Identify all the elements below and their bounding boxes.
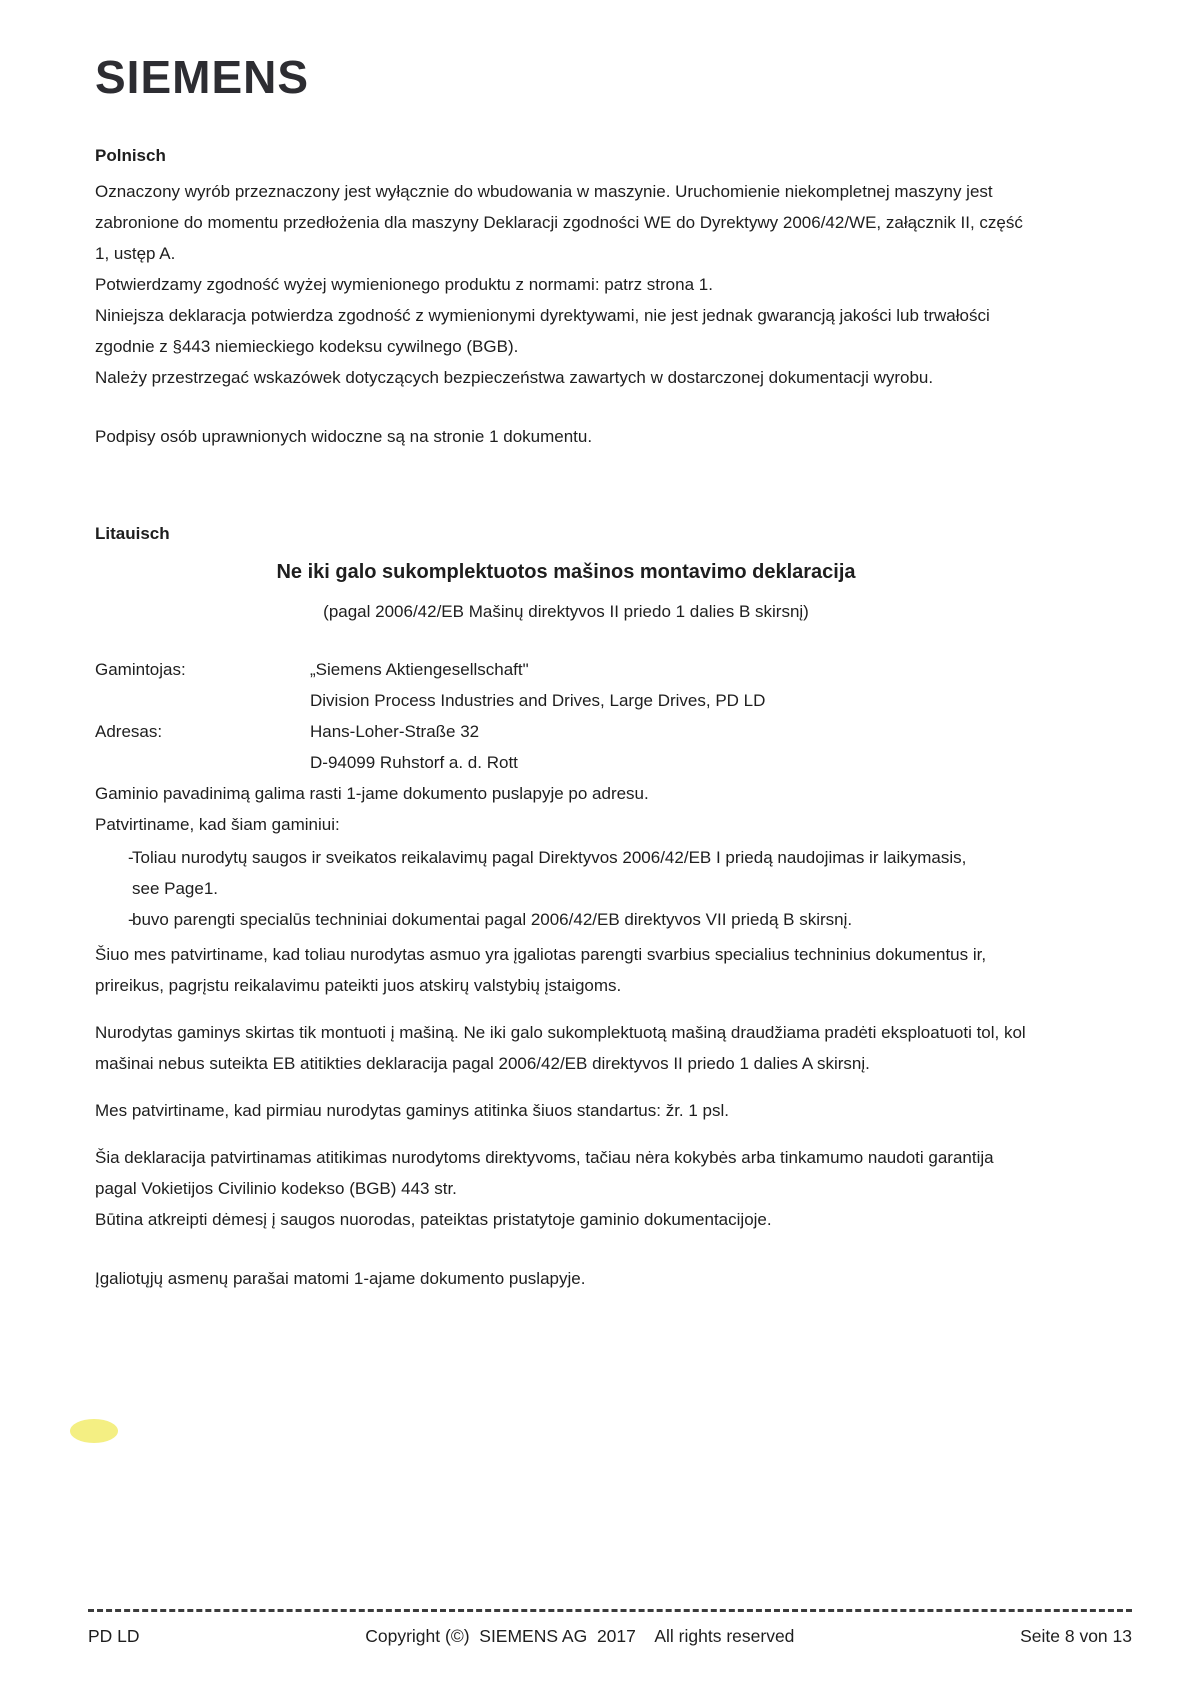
bullet-text: buvo parengti specialūs techniniai dokumentai pagal 2006/42/EB direktyvos VII priedą B skirsnį. [132,910,853,929]
footer-center: Copyright (©) SIEMENS AG 2017 All rights reserved [365,1626,795,1646]
section-polnisch [95,146,1037,452]
footer [88,1609,1132,1647]
bullet-text: Toliau nurodytų saugos ir sveikatos reikalavimų pagal Direktyvos 2006/42/EB I priedą naudojimas ir laikymasis, see Page1. [132,848,967,898]
field-value: Division Process Industries and Drives, Large Drives, PD LD [310,691,766,710]
field-row [95,654,1037,685]
bullet-item [95,904,1037,935]
paragraph: Podpisy osób uprawnionych widoczne są na stronie 1 dokumentu. [95,427,593,446]
paragraph: Potwierdzamy zgodność wyżej wymienionego produktu z normami: patrz strona 1. [95,275,713,294]
field-row [95,716,1037,747]
section-heading-polnisch: Polnisch [95,146,166,165]
bullet-item [95,842,1037,904]
dash-marker: - [128,910,134,929]
yellow-highlight-mark [70,1419,118,1443]
document-content [95,50,1037,1294]
paragraph: Įgaliotųjų asmenų parašai matomi 1-ajame dokumento puslapyje. [95,1269,586,1288]
field-label [95,685,310,716]
manufacturer-fields [95,654,1037,778]
paragraph: Należy przestrzegać wskazówek dotyczących bezpieczeństwa zawartych w dostarczonej dokumentacji wyrobu. [95,368,934,387]
bullet-list [95,842,1037,935]
field-label [95,747,310,778]
field-value: Hans-Loher-Straße 32 [310,722,480,741]
paragraph: Šia deklaracija patvirtinamas atitikimas nurodytoms direktyvoms, tačiau nėra kokybės arba tinkamumo naudoti garantija pagal Vokietijos Civilinio kodekso (BGB) 443 str. [95,1148,994,1198]
section-heading-litauisch: Litauisch [95,524,170,543]
paragraph: Oznaczony wyrób przeznaczony jest wyłącznie do wbudowania w maszynie. Uruchomienie niekompletnej maszyny jest zabronione do momentu przedłożenia dla maszyny Deklaracji zgodności WE do Dyrektywy 2006/42/WE, załącznik II, część 1, ustęp A. [95,182,1023,263]
footer-left: PD LD [88,1626,140,1646]
document-title: Ne iki galo sukomplektuotos mašinos montavimo deklaracija [276,561,856,583]
paragraph: Niniejsza deklaracja potwierdza zgodność z wymienionymi dyrektywami, nie jest jednak gwarancją jakości lub trwałości zgodnie z §443 niemieckiego kodeksu cywilnego (BGB). [95,306,990,356]
field-value: „Siemens Aktiengesellschaft" [310,660,529,679]
paragraph: Būtina atkreipti dėmesį į saugos nuorodas, pateiktas pristatytoje gaminio dokumentacijoje. [95,1210,772,1229]
document-subtitle: (pagal 2006/42/EB Mašinų direktyvos II priedo 1 dalies B skirsnį) [323,602,809,621]
field-row [95,747,1037,778]
field-row [95,685,1037,716]
paragraph: Patvirtiname, kad šiam gaminiui: [95,815,340,834]
section-litauisch [95,524,1037,1294]
paragraph: Gaminio pavadinimą galima rasti 1-jame dokumento puslapyje po adresu. [95,784,649,803]
field-label: Adresas: [95,722,163,741]
siemens-logo: SIEMENS [95,51,310,103]
paragraph: Nurodytas gaminys skirtas tik montuoti į mašiną. Ne iki galo sukomplektuotą mašiną draudžiama pradėti eksploatuoti tol, kol mašinai nebus suteikta EB atitikties deklaracija pagal 2006/42/EB direktyvos II priedo 1 dalies A skirsnį. [95,1023,1026,1073]
field-value: D-94099 Ruhstorf a. d. Rott [310,753,518,772]
footer-right: Seite 8 von 13 [1020,1626,1132,1646]
paragraph: Šiuo mes patvirtiname, kad toliau nurodytas asmuo yra įgaliotas parengti svarbius specialius techninius dokumentus ir, prireikus, pagrįstu reikalavimu pateikti juos atskirų valstybių įstaigoms. [95,945,987,995]
dash-marker: - [128,848,134,867]
field-label: Gamintojas: [95,660,186,679]
paragraph: Mes patvirtiname, kad pirmiau nurodytas gaminys atitinka šiuos standartus: žr. 1 psl. [95,1101,730,1120]
